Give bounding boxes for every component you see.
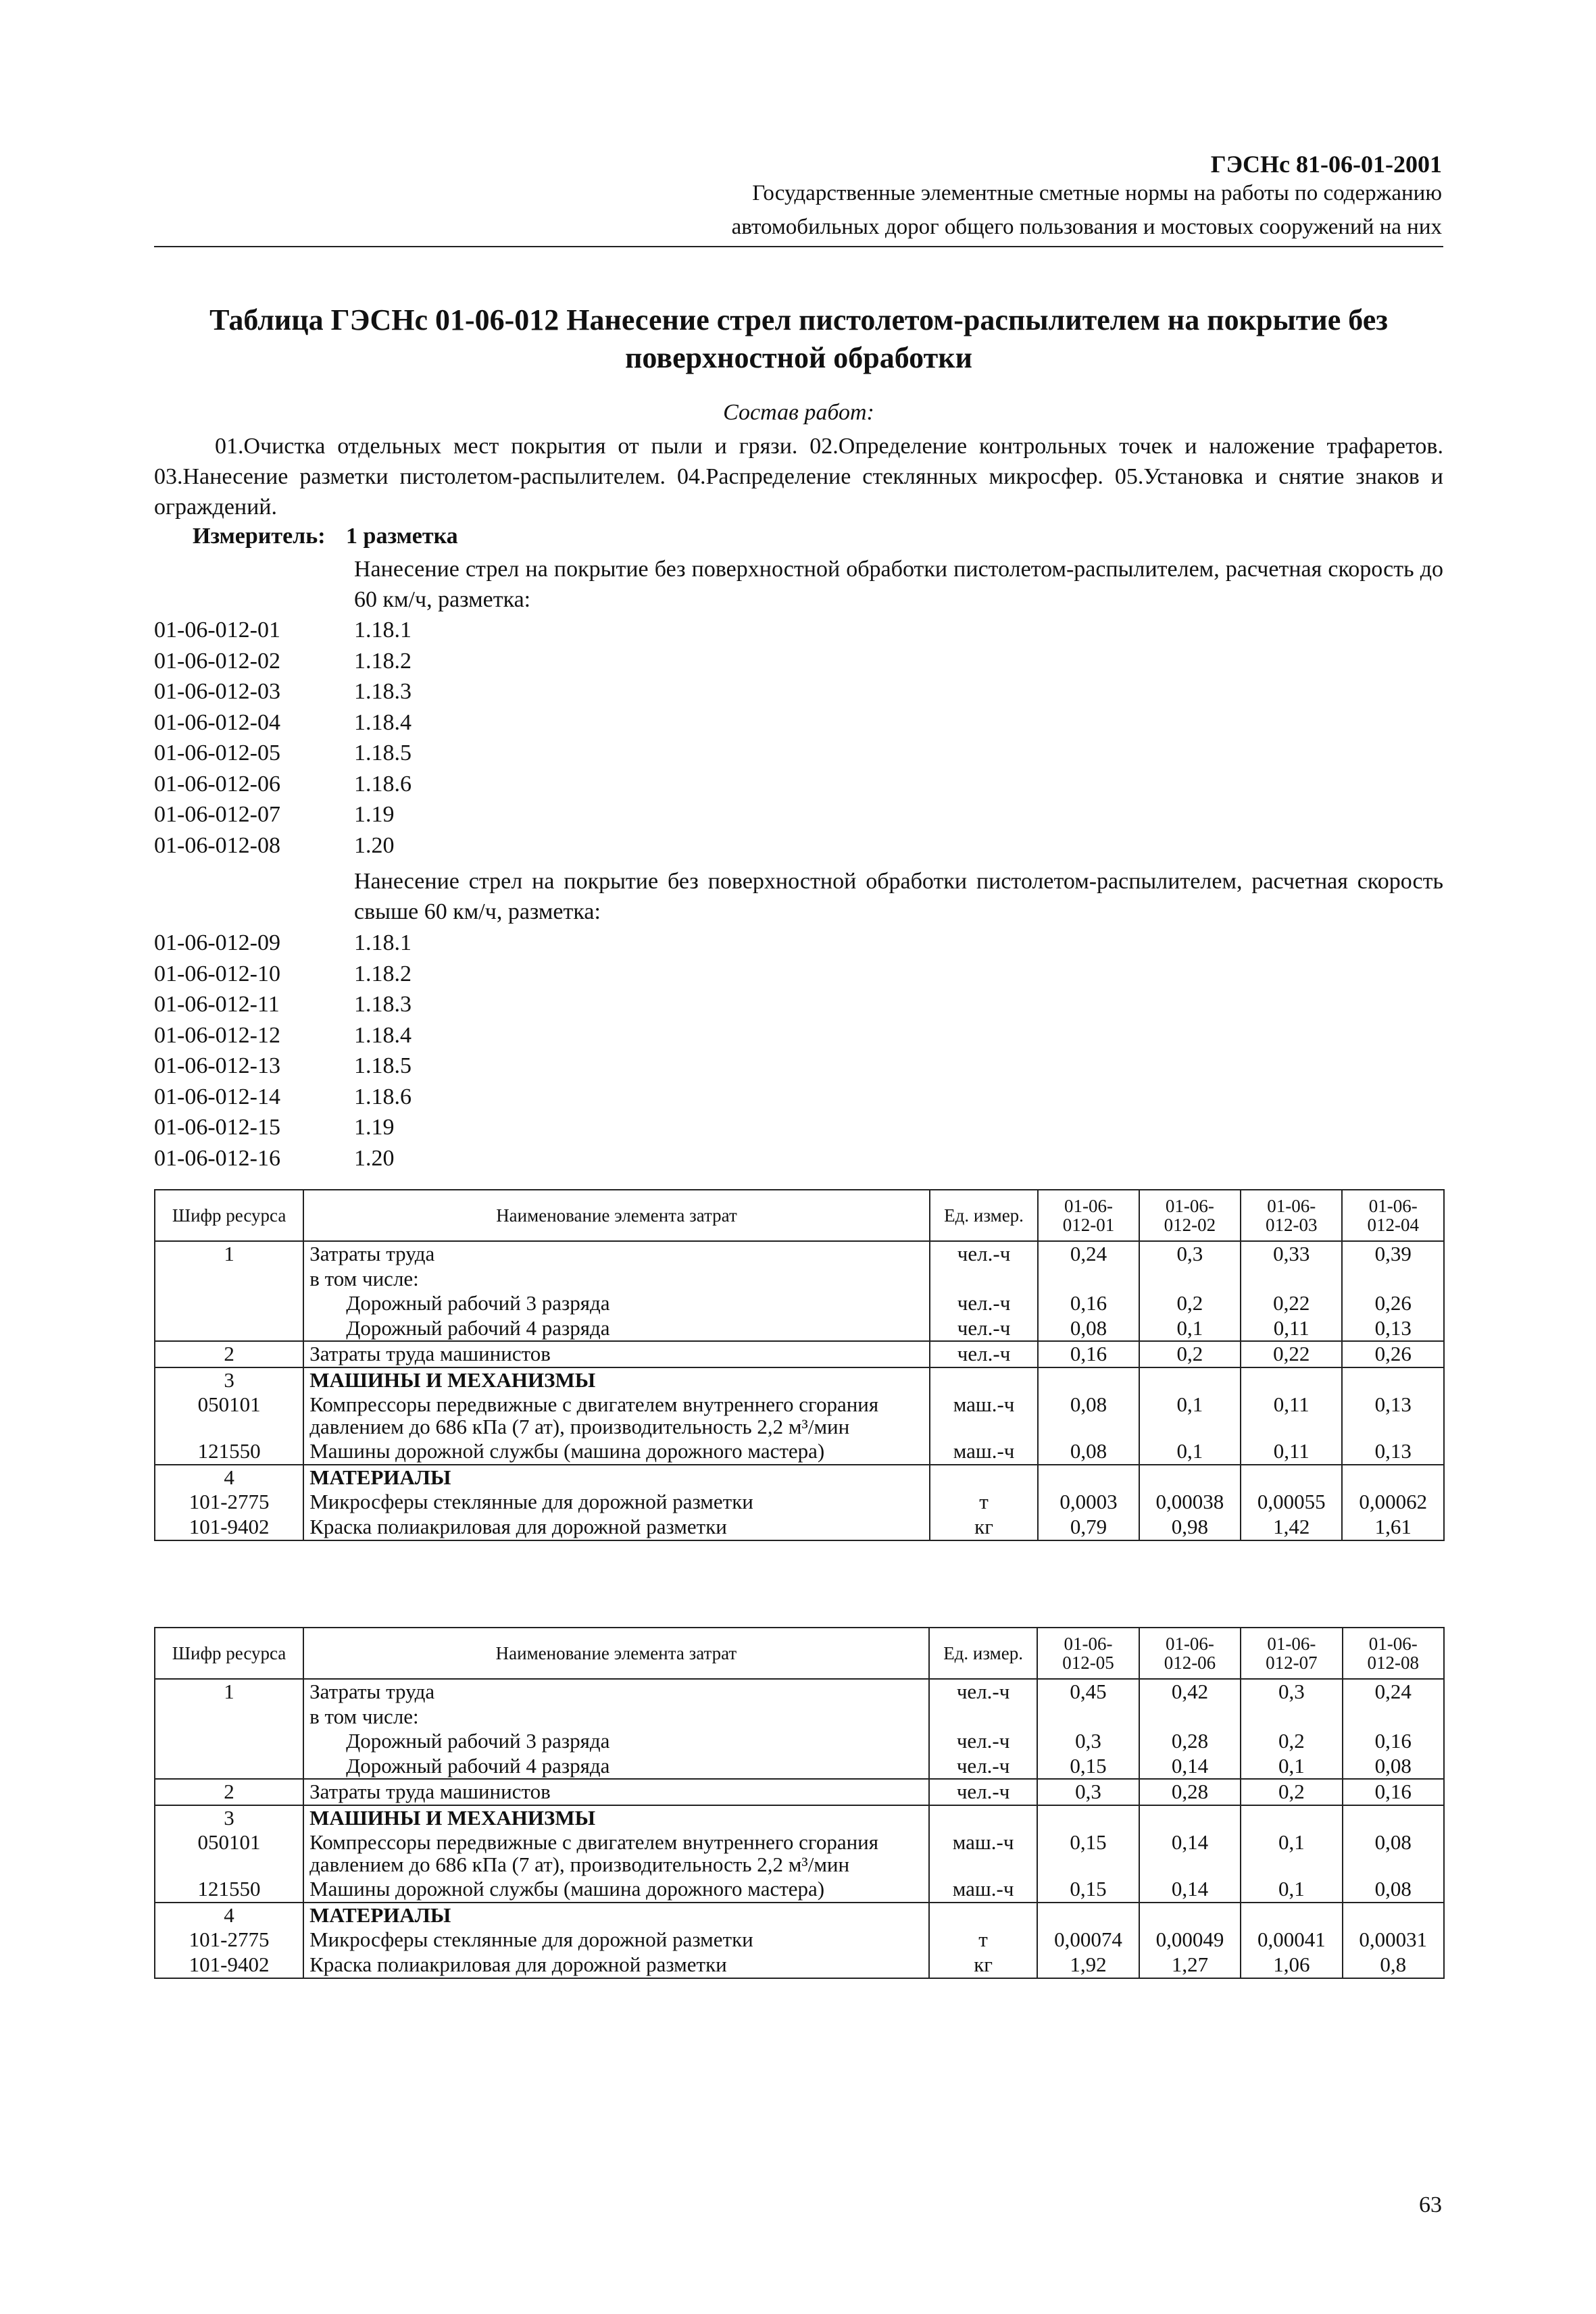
- page-number: 63: [1419, 2192, 1442, 2217]
- value-cell: 0,24: [1038, 1241, 1139, 1267]
- resource-code: 4: [155, 1465, 303, 1490]
- markup-ref: 1.18.5: [354, 1053, 412, 1078]
- header-line-2: автомобильных дорог общего пользования и мостовых сооружений на них: [731, 215, 1442, 239]
- value-cell: [1139, 1705, 1241, 1730]
- norm-code: 01-06-012-05: [154, 740, 280, 765]
- norm-code: 01-06-012-12: [154, 1022, 280, 1048]
- header-norm-column: [1139, 1628, 1241, 1679]
- works-heading: Состав работ:: [723, 400, 874, 425]
- cost-element-name: МАШИНЫ И МЕХАНИЗМЫ: [303, 1805, 929, 1831]
- markup-ref: 1.18.6: [354, 1084, 412, 1109]
- table-row: [155, 1291, 1444, 1316]
- cost-element-name: Компрессоры передвижные с двигателем внутреннего сгорания давлением до 686 кПа (7 ат), производительность 2,2 м³/мин: [303, 1830, 929, 1877]
- value-cell: 0,98: [1139, 1515, 1241, 1540]
- header-norm-code-part1: 01-06-: [1368, 1633, 1418, 1654]
- header-norm-column: [1241, 1628, 1342, 1679]
- cost-element-name: Микросферы стеклянные для дорожной разметки: [303, 1490, 930, 1515]
- value-cell: 0,24: [1343, 1679, 1444, 1705]
- table-row: [155, 1953, 1444, 1978]
- value-cell: 0,14: [1139, 1877, 1241, 1903]
- header-norm-code-part1: 01-06-: [1064, 1195, 1113, 1216]
- value-cell: 0,33: [1241, 1241, 1342, 1267]
- markup-ref: 1.18.4: [354, 1022, 412, 1048]
- resource-code: 101-9402: [155, 1953, 303, 1978]
- value-cell: [1241, 1267, 1342, 1292]
- norm-code: 01-06-012-10: [154, 961, 280, 986]
- header-norm-code-part2: 012-01: [1062, 1215, 1115, 1235]
- value-cell: 0,1: [1241, 1754, 1342, 1780]
- norm-code: 01-06-012-04: [154, 709, 280, 735]
- cost-element-name: Краска полиакриловая для дорожной разметки: [303, 1953, 929, 1978]
- markup-ref: 1.18.6: [354, 771, 412, 797]
- markup-ref: 1.18.1: [354, 930, 412, 955]
- resource-code: [155, 1754, 303, 1780]
- markup-ref: 1.18.2: [354, 648, 412, 674]
- value-cell: 0,22: [1241, 1341, 1342, 1367]
- value-cell: 0,08: [1038, 1392, 1139, 1439]
- value-cell: 0,3: [1139, 1241, 1241, 1267]
- value-cell: [1343, 1705, 1444, 1730]
- norm-code: 01-06-012-15: [154, 1115, 280, 1140]
- header-norm-column: [1037, 1628, 1139, 1679]
- unit-cell: маш.-ч: [930, 1439, 1039, 1465]
- unit-cell: чел.-ч: [929, 1729, 1037, 1754]
- resource-code: 050101: [155, 1830, 303, 1877]
- header-rule: [154, 246, 1443, 247]
- value-cell: 0,39: [1342, 1241, 1444, 1267]
- code-list-item: [154, 615, 412, 646]
- meter-label: Измеритель:: [193, 524, 326, 549]
- header-norm-column: [1241, 1190, 1342, 1241]
- value-cell: 0,13: [1342, 1392, 1444, 1439]
- code-list-item: [154, 676, 412, 707]
- header-line-1: Государственные элементные сметные нормы на работы по содержанию: [752, 181, 1442, 205]
- norm-code: 01-06-012-02: [154, 648, 280, 674]
- header-code: ГЭСНс 81-06-01-2001: [1210, 151, 1442, 178]
- value-cell: 0,2: [1139, 1291, 1241, 1316]
- cost-element-name: в том числе:: [303, 1705, 929, 1730]
- value-cell: 1,61: [1342, 1515, 1444, 1540]
- value-cell: [1037, 1705, 1139, 1730]
- code-list-item: [154, 830, 412, 861]
- cost-element-name: Затраты труда: [303, 1679, 929, 1705]
- header-norm-column: [1342, 1190, 1444, 1241]
- norm-code: 01-06-012-01: [154, 618, 280, 643]
- cost-element-name: МАТЕРИАЛЫ: [303, 1465, 930, 1490]
- unit-cell: [929, 1903, 1037, 1928]
- unit-cell: чел.-ч: [930, 1341, 1039, 1367]
- header-norm-code-part2: 012-03: [1266, 1215, 1318, 1235]
- header-norm-code-part1: 01-06-: [1267, 1195, 1316, 1216]
- code-list-item: [154, 646, 412, 677]
- norm-code: 01-06-012-07: [154, 802, 280, 827]
- unit-cell: чел.-ч: [929, 1754, 1037, 1780]
- value-cell: 0,13: [1342, 1439, 1444, 1465]
- value-cell: [1241, 1705, 1342, 1730]
- group1-code-list: [154, 615, 412, 861]
- value-cell: 0,1: [1139, 1316, 1241, 1342]
- code-list-item: [154, 769, 412, 800]
- works-text: 01.Очистка отдельных мест покрытия от пыли и грязи. 02.Определение контрольных точек и наложение трафаретов. 03.Нанесение разметки пистолетом-распылителем. 04.Распределение стеклянных микросфер. 05.Установка и снятие знаков и ограждений.: [154, 434, 1443, 520]
- value-cell: 0,00055: [1241, 1490, 1342, 1515]
- table-row: [155, 1316, 1444, 1342]
- header-norm-code-part2: 012-05: [1062, 1653, 1114, 1673]
- norm-code: 01-06-012-14: [154, 1084, 280, 1109]
- unit-cell: [929, 1705, 1037, 1730]
- value-cell: 0,42: [1139, 1679, 1241, 1705]
- code-list-item: [154, 928, 412, 959]
- resource-code: 121550: [155, 1439, 303, 1465]
- resource-code: [155, 1291, 303, 1316]
- table-row: [155, 1877, 1444, 1903]
- code-list-item: [154, 1143, 412, 1174]
- unit-cell: [930, 1465, 1039, 1490]
- cost-element-name: Дорожный рабочий 3 разряда: [303, 1729, 929, 1754]
- code-list-item: [154, 1082, 412, 1113]
- header-norm-code-part1: 01-06-: [1064, 1633, 1113, 1654]
- markup-ref: 1.19: [354, 802, 395, 827]
- value-cell: 0,3: [1037, 1779, 1139, 1805]
- table-row: [155, 1754, 1444, 1780]
- value-cell: 0,3: [1037, 1729, 1139, 1754]
- value-cell: 0,00041: [1241, 1928, 1342, 1953]
- cost-element-name: Краска полиакриловая для дорожной разметки: [303, 1515, 930, 1540]
- value-cell: 0,08: [1038, 1439, 1139, 1465]
- value-cell: 1,42: [1241, 1515, 1342, 1540]
- table-row: [155, 1928, 1444, 1953]
- cost-element-name: Затраты труда: [303, 1241, 930, 1267]
- value-cell: 0,08: [1343, 1830, 1444, 1877]
- norm-code: 01-06-012-03: [154, 679, 280, 704]
- markup-ref: 1.18.2: [354, 961, 412, 986]
- value-cell: 0,1: [1241, 1830, 1342, 1877]
- value-cell: 0,0003: [1038, 1490, 1139, 1515]
- header-norm-code-part2: 012-04: [1367, 1215, 1419, 1235]
- value-cell: [1037, 1805, 1139, 1831]
- value-cell: 0,22: [1241, 1291, 1342, 1316]
- value-cell: [1038, 1267, 1139, 1292]
- unit-cell: т: [929, 1928, 1037, 1953]
- value-cell: 0,14: [1139, 1754, 1241, 1780]
- unit-cell: чел.-ч: [930, 1316, 1039, 1342]
- value-cell: [1343, 1805, 1444, 1831]
- header-norm-code-part2: 012-02: [1164, 1215, 1216, 1235]
- value-cell: [1139, 1267, 1241, 1292]
- meter-value: 1 разметка: [346, 524, 458, 549]
- value-cell: 0,00031: [1343, 1928, 1444, 1953]
- table-row: [155, 1679, 1444, 1705]
- resource-code: 3: [155, 1805, 303, 1831]
- value-cell: [1139, 1903, 1241, 1928]
- value-cell: [1343, 1903, 1444, 1928]
- value-cell: [1139, 1465, 1241, 1490]
- code-list-item: [154, 1051, 412, 1082]
- value-cell: 0,16: [1343, 1779, 1444, 1805]
- table-row: [155, 1241, 1444, 1267]
- cost-element-name: Дорожный рабочий 4 разряда: [303, 1754, 929, 1780]
- resource-code: [155, 1267, 303, 1292]
- unit-cell: маш.-ч: [929, 1877, 1037, 1903]
- value-cell: [1342, 1465, 1444, 1490]
- resource-code: 1: [155, 1679, 303, 1705]
- code-list-item: [154, 989, 412, 1020]
- markup-ref: 1.18.3: [354, 992, 412, 1017]
- markup-ref: 1.20: [354, 1145, 395, 1171]
- code-list-item: [154, 1020, 412, 1051]
- unit-cell: т: [930, 1490, 1039, 1515]
- value-cell: 0,26: [1342, 1291, 1444, 1316]
- code-list-item: [154, 1112, 412, 1143]
- value-cell: [1038, 1367, 1139, 1393]
- group1-description: Нанесение стрел на покрытие без поверхностной обработки пистолетом-распылителем, расчетная скорость до 60 км/ч, разметка:: [354, 557, 1443, 612]
- resource-code: 1: [155, 1241, 303, 1267]
- value-cell: 0,16: [1343, 1729, 1444, 1754]
- value-cell: 0,16: [1038, 1291, 1139, 1316]
- resource-code: 101-2775: [155, 1490, 303, 1515]
- value-cell: [1241, 1805, 1342, 1831]
- resource-code: 121550: [155, 1877, 303, 1903]
- resource-code: [155, 1729, 303, 1754]
- resource-code: 4: [155, 1903, 303, 1928]
- value-cell: 0,08: [1343, 1754, 1444, 1780]
- value-cell: 0,08: [1343, 1877, 1444, 1903]
- unit-cell: чел.-ч: [929, 1679, 1037, 1705]
- resource-code: [155, 1316, 303, 1342]
- value-cell: 0,11: [1241, 1392, 1342, 1439]
- norm-code: 01-06-012-09: [154, 930, 280, 955]
- unit-cell: [930, 1367, 1039, 1393]
- header-norm-code-part1: 01-06-: [1267, 1633, 1316, 1654]
- value-cell: 0,11: [1241, 1316, 1342, 1342]
- value-cell: [1241, 1903, 1342, 1928]
- norm-code: 01-06-012-06: [154, 771, 280, 797]
- meter: [193, 524, 458, 549]
- header-unit: Ед. измер.: [929, 1628, 1037, 1679]
- header-norm-code-part2: 012-06: [1164, 1653, 1216, 1673]
- table-row: [155, 1903, 1444, 1928]
- table-row: [155, 1367, 1444, 1393]
- value-cell: 0,15: [1037, 1830, 1139, 1877]
- value-cell: [1139, 1805, 1241, 1831]
- cost-element-name: Дорожный рабочий 3 разряда: [303, 1291, 930, 1316]
- value-cell: 0,1: [1139, 1392, 1241, 1439]
- header-norm-column: [1139, 1190, 1241, 1241]
- unit-cell: [930, 1267, 1039, 1292]
- value-cell: [1038, 1465, 1139, 1490]
- markup-ref: 1.18.3: [354, 679, 412, 704]
- code-list-item: [154, 799, 412, 830]
- table-row: [155, 1805, 1444, 1831]
- resource-code: 050101: [155, 1392, 303, 1439]
- norm-code: 01-06-012-11: [154, 992, 280, 1017]
- table-row: [155, 1490, 1444, 1515]
- markup-ref: 1.18.5: [354, 740, 412, 765]
- header-cost-element: Наименование элемента затрат: [303, 1628, 929, 1679]
- table-row: [155, 1341, 1444, 1367]
- value-cell: 0,11: [1241, 1439, 1342, 1465]
- table-header-row: [155, 1628, 1444, 1679]
- value-cell: [1139, 1367, 1241, 1393]
- header-norm-column: [1038, 1190, 1139, 1241]
- table-title: Таблица ГЭСНс 01-06-012 Нанесение стрел пистолетом-распылителем на покрытие без поверхностной обработки: [209, 303, 1388, 374]
- value-cell: 0,8: [1343, 1953, 1444, 1978]
- value-cell: 0,00062: [1342, 1490, 1444, 1515]
- header-norm-code-part1: 01-06-: [1165, 1633, 1214, 1654]
- value-cell: [1342, 1267, 1444, 1292]
- value-cell: 0,1: [1139, 1439, 1241, 1465]
- value-cell: 0,26: [1342, 1341, 1444, 1367]
- table-row: [155, 1439, 1444, 1465]
- norm-code: 01-06-012-08: [154, 832, 280, 858]
- table-row: [155, 1729, 1444, 1754]
- unit-cell: чел.-ч: [930, 1291, 1039, 1316]
- value-cell: 0,28: [1139, 1729, 1241, 1754]
- cost-element-name: Машины дорожной службы (машина дорожного мастера): [303, 1439, 930, 1465]
- cost-element-name: в том числе:: [303, 1267, 930, 1292]
- value-cell: 1,06: [1241, 1953, 1342, 1978]
- unit-cell: кг: [930, 1515, 1039, 1540]
- value-cell: 1,27: [1139, 1953, 1241, 1978]
- table-row: [155, 1465, 1444, 1490]
- value-cell: 0,14: [1139, 1830, 1241, 1877]
- unit-cell: маш.-ч: [930, 1392, 1039, 1439]
- group2-code-list: [154, 928, 412, 1174]
- value-cell: [1241, 1367, 1342, 1393]
- table-row: [155, 1830, 1444, 1877]
- value-cell: 0,16: [1038, 1341, 1139, 1367]
- norm-code: 01-06-012-13: [154, 1053, 280, 1078]
- resource-code: 101-2775: [155, 1928, 303, 1953]
- cost-element-name: Затраты труда машинистов: [303, 1341, 930, 1367]
- header-norm-code-part2: 012-07: [1266, 1653, 1318, 1673]
- header-norm-code-part1: 01-06-: [1165, 1195, 1214, 1216]
- header-unit: Ед. измер.: [930, 1190, 1039, 1241]
- unit-cell: чел.-ч: [930, 1241, 1039, 1267]
- value-cell: 0,28: [1139, 1779, 1241, 1805]
- markup-ref: 1.20: [354, 832, 395, 858]
- value-cell: 0,79: [1038, 1515, 1139, 1540]
- resource-code: [155, 1705, 303, 1730]
- norm-table-2: [154, 1627, 1445, 1979]
- cost-element-name: МАШИНЫ И МЕХАНИЗМЫ: [303, 1367, 930, 1393]
- cost-element-name: Дорожный рабочий 4 разряда: [303, 1316, 930, 1342]
- value-cell: 0,00049: [1139, 1928, 1241, 1953]
- header-norm-code-part2: 012-08: [1367, 1653, 1420, 1673]
- norm-code: 01-06-012-16: [154, 1145, 280, 1171]
- resource-code: 2: [155, 1341, 303, 1367]
- norm-table-1: [154, 1189, 1445, 1541]
- value-cell: 0,15: [1037, 1754, 1139, 1780]
- header-resource-code: Шифр ресурса: [155, 1190, 303, 1241]
- resource-code: 2: [155, 1779, 303, 1805]
- cost-element-name: Машины дорожной службы (машина дорожного мастера): [303, 1877, 929, 1903]
- resource-code: 3: [155, 1367, 303, 1393]
- cost-element-name: Микросферы стеклянные для дорожной разметки: [303, 1928, 929, 1953]
- cost-element-name: Компрессоры передвижные с двигателем внутреннего сгорания давлением до 686 кПа (7 ат), производительность 2,2 м³/мин: [303, 1392, 930, 1439]
- value-cell: [1037, 1903, 1139, 1928]
- value-cell: [1241, 1465, 1342, 1490]
- header-resource-code: Шифр ресурса: [155, 1628, 303, 1679]
- markup-ref: 1.19: [354, 1115, 395, 1140]
- table-row: [155, 1515, 1444, 1540]
- value-cell: 0,00074: [1037, 1928, 1139, 1953]
- code-list-item: [154, 959, 412, 990]
- value-cell: 0,2: [1241, 1729, 1342, 1754]
- code-list-item: [154, 707, 412, 738]
- cost-element-name: Затраты труда машинистов: [303, 1779, 929, 1805]
- unit-cell: кг: [929, 1953, 1037, 1978]
- header-cost-element: Наименование элемента затрат: [303, 1190, 930, 1241]
- header-norm-code-part1: 01-06-: [1368, 1195, 1418, 1216]
- resource-code: 101-9402: [155, 1515, 303, 1540]
- header-norm-column: [1343, 1628, 1444, 1679]
- table-row: [155, 1779, 1444, 1805]
- value-cell: 0,13: [1342, 1316, 1444, 1342]
- table-row: [155, 1392, 1444, 1439]
- value-cell: 0,45: [1037, 1679, 1139, 1705]
- value-cell: 0,15: [1037, 1877, 1139, 1903]
- value-cell: [1342, 1367, 1444, 1393]
- value-cell: 0,08: [1038, 1316, 1139, 1342]
- value-cell: 0,00038: [1139, 1490, 1241, 1515]
- value-cell: 0,1: [1241, 1877, 1342, 1903]
- value-cell: 0,2: [1139, 1341, 1241, 1367]
- code-list-item: [154, 738, 412, 769]
- unit-cell: чел.-ч: [929, 1779, 1037, 1805]
- group2-description: Нанесение стрел на покрытие без поверхностной обработки пистолетом-распылителем, расчетная скорость свыше 60 км/ч, разметка:: [354, 869, 1443, 924]
- markup-ref: 1.18.4: [354, 709, 412, 735]
- markup-ref: 1.18.1: [354, 618, 412, 643]
- table-row: [155, 1705, 1444, 1730]
- table-header-row: [155, 1190, 1444, 1241]
- cost-element-name: МАТЕРИАЛЫ: [303, 1903, 929, 1928]
- value-cell: 0,3: [1241, 1679, 1342, 1705]
- table-row: [155, 1267, 1444, 1292]
- unit-cell: маш.-ч: [929, 1830, 1037, 1877]
- unit-cell: [929, 1805, 1037, 1831]
- value-cell: 1,92: [1037, 1953, 1139, 1978]
- value-cell: 0,2: [1241, 1779, 1342, 1805]
